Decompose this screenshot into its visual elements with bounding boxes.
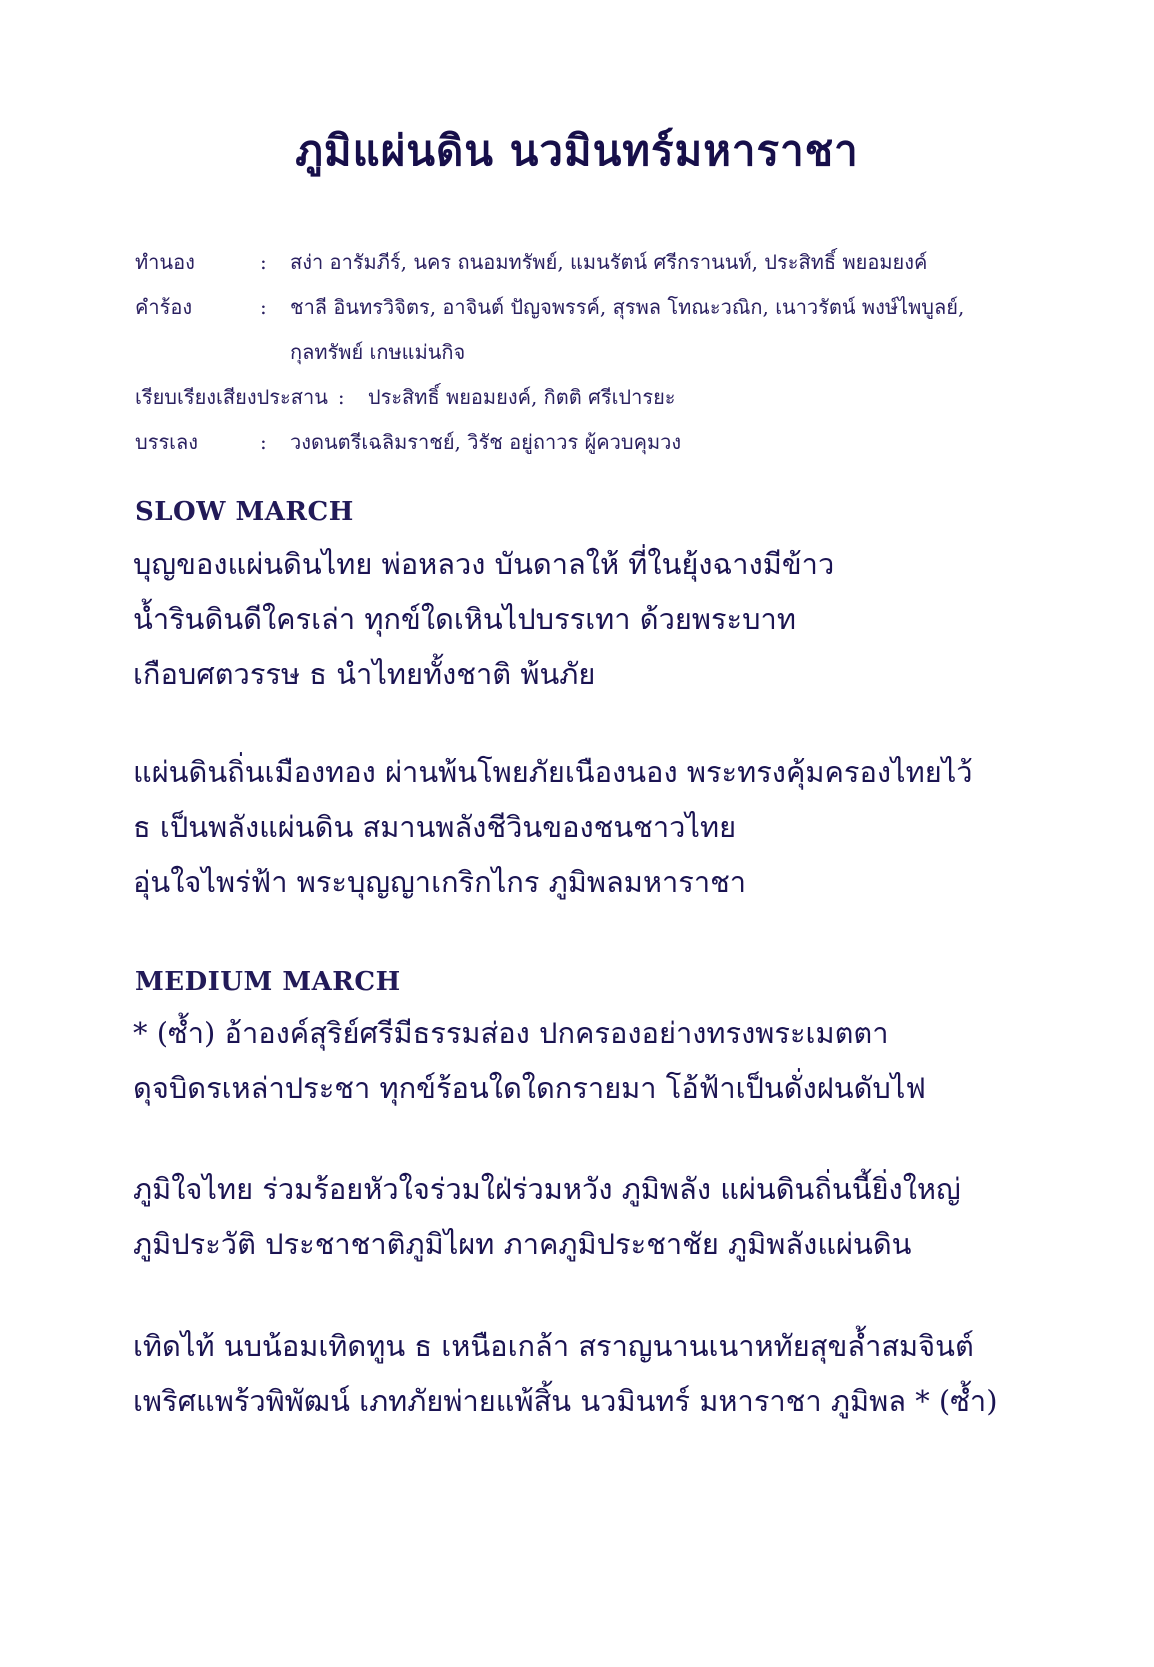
stanza-4 bbox=[133, 1162, 1093, 1272]
lyric-line: น้ำรินดินดีใครเล่า ทุกข์ใดเหินไปบรรเทา ด้วยพระบาท bbox=[133, 602, 796, 636]
stanza-2 bbox=[133, 745, 1093, 910]
credit-separator: : bbox=[337, 385, 345, 409]
credit-separator: : bbox=[260, 295, 267, 319]
credit-arrangement bbox=[135, 375, 1095, 420]
lyric-line: ธ เป็นพลังแผ่นดิน สมานพลังชีวินของชนชาวไทย bbox=[133, 810, 737, 844]
lyric-line: * (ซ้ำ) อ้าองค์สุริย์ศรีมีธรรมส่อง ปกครองอย่างทรงพระเมตตา bbox=[133, 1016, 889, 1050]
section-heading-medium-march: MEDIUM MARCH bbox=[135, 967, 401, 997]
credit-value: กุลทรัพย์ เกษแม่นกิจ bbox=[290, 340, 466, 364]
credit-lyrics bbox=[135, 285, 1095, 330]
song-title: ภูมิแผ่นดิน นวมินทร์มหาราชา bbox=[295, 126, 859, 175]
credit-label: บรรเลง bbox=[135, 430, 199, 454]
lyric-line: เพริศแพร้วพิพัฒน์ เภทภัยพ่ายแพ้สิ้น นวมินทร์ มหาราชา ภูมิพล * (ซ้ำ) bbox=[133, 1384, 998, 1418]
credit-lyrics-continued bbox=[135, 330, 1095, 375]
stanza-3 bbox=[133, 1006, 1093, 1116]
credit-value: ชาลี อินทรวิจิตร, อาจินต์ ปัญจพรรค์, สุรพล โทณะวณิก, เนาวรัตน์ พงษ์ไพบูลย์, bbox=[290, 295, 965, 319]
lyric-line: แผ่นดินถิ่นเมืองทอง ผ่านพ้นโพยภัยเนืองนอง พระทรงคุ้มครองไทยไว้ bbox=[133, 755, 973, 789]
credit-performance bbox=[135, 420, 1095, 465]
credit-separator: : bbox=[260, 430, 267, 454]
credit-label: ทำนอง bbox=[135, 250, 195, 274]
lyric-line: ดุจบิดรเหล่าประชา ทุกข์ร้อนใดใดกรายมา โอ้ฟ้าเป็นดั่งฝนดับไฟ bbox=[133, 1071, 926, 1105]
song-credits bbox=[135, 240, 1095, 465]
credit-label: เรียบเรียงเสียงประสาน bbox=[135, 385, 328, 409]
lyric-line: บุญของแผ่นดินไทย พ่อหลวง บันดาลให้ ที่ในยุ้งฉางมีข้าว bbox=[133, 547, 835, 581]
credit-label: คำร้อง bbox=[135, 295, 193, 319]
section-heading-slow-march: SLOW MARCH bbox=[135, 497, 354, 527]
lyric-line: เกือบศตวรรษ ธ นำไทยทั้งชาติ พ้นภัย bbox=[133, 657, 596, 691]
credit-value: สง่า อารัมภีร์, นคร ถนอมทรัพย์, แมนรัตน์ ศรีกรานนท์, ประสิทธิ์ พยอมยงค์ bbox=[290, 250, 928, 274]
credit-melody bbox=[135, 240, 1095, 285]
credit-value: วงดนตรีเฉลิมราชย์, วิรัช อยู่ถาวร ผู้ควบคุมวง bbox=[290, 430, 682, 454]
lyric-line: ภูมิใจไทย ร่วมร้อยหัวใจร่วมใฝ่ร่วมหวัง ภูมิพลัง แผ่นดินถิ่นนี้ยิ่งใหญ่ bbox=[133, 1172, 961, 1206]
lyric-line: ภูมิประวัติ ประชาชาติภูมิไผท ภาคภูมิประชาชัย ภูมิพลังแผ่นดิน bbox=[133, 1227, 912, 1261]
stanza-5 bbox=[133, 1319, 1093, 1429]
lyric-line: อุ่นใจไพร่ฟ้า พระบุญญาเกริกไกร ภูมิพลมหาราชา bbox=[133, 865, 747, 899]
credit-separator: : bbox=[260, 250, 267, 274]
lyric-line: เทิดไท้ นบน้อมเทิดทูน ธ เหนือเกล้า สราญนานเนาหทัยสุขล้ำสมจินต์ bbox=[133, 1329, 974, 1363]
credit-value: ประสิทธิ์ พยอมยงค์, กิตติ ศรีเปารยะ bbox=[367, 385, 676, 409]
stanza-1 bbox=[133, 537, 1093, 702]
